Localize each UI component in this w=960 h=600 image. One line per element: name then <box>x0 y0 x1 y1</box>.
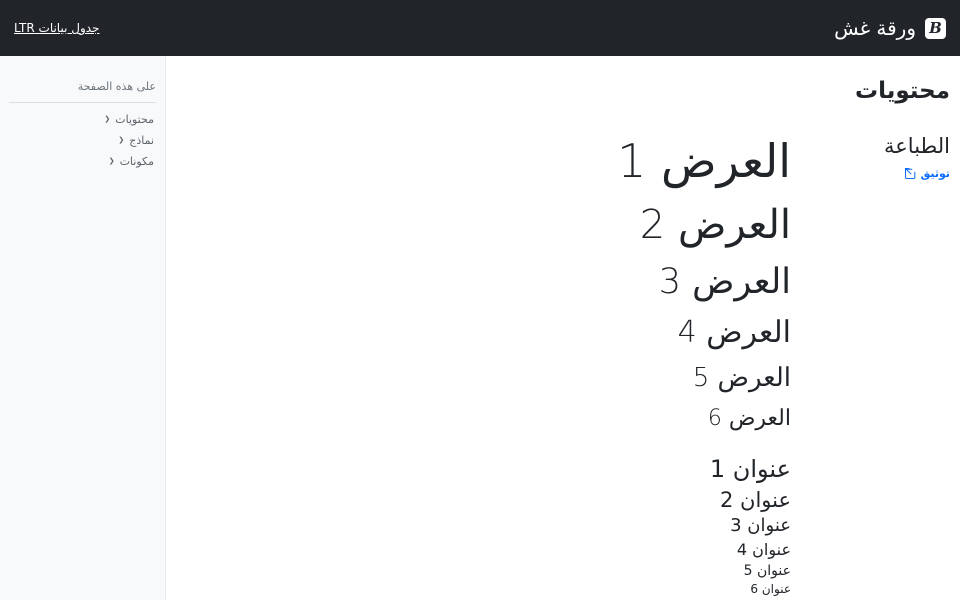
ltr-cheatsheet-link[interactable]: جدول بيانات LTR <box>14 21 100 35</box>
toc-item-components[interactable] <box>9 151 156 172</box>
heading-6: عنوان 6 <box>750 582 791 597</box>
headings-example <box>176 456 791 597</box>
heading-2: عنوان 2 <box>719 487 791 512</box>
section-heading <box>805 134 950 597</box>
main-content <box>166 56 960 600</box>
chevron-left-icon: ❮ <box>104 115 111 123</box>
toc-item-forms[interactable] <box>9 130 156 151</box>
contents-heading: محتويات <box>854 78 950 104</box>
box-arrow-external-link-icon <box>905 168 916 179</box>
display-6: العرض 6 <box>707 405 791 431</box>
toc-item-label: مكونات <box>119 155 154 168</box>
heading-1: عنوان 1 <box>709 455 791 484</box>
heading-3: عنوان 3 <box>730 515 791 537</box>
toc-sidebar <box>0 56 166 600</box>
toc-item-contents[interactable] <box>9 109 156 130</box>
toc-item-label: نماذج <box>129 134 154 147</box>
documentation-link-label: توثيق <box>920 166 950 180</box>
display-1: العرض 1 <box>617 133 791 188</box>
display-5: العرض 5 <box>692 362 791 393</box>
chevron-left-icon: ❮ <box>118 136 125 144</box>
typography-examples <box>176 134 791 597</box>
display-headings-example <box>176 134 791 433</box>
page-body <box>0 56 960 600</box>
display-4: العرض 4 <box>677 314 791 350</box>
toc-title: على هذه الصفحة <box>9 80 156 103</box>
toc-item-label: محتويات <box>115 113 154 126</box>
chevron-left-icon: ❮ <box>108 157 115 165</box>
navbar-brand[interactable] <box>834 16 946 40</box>
display-3: العرض 3 <box>658 261 791 302</box>
display-2: العرض 2 <box>639 201 791 248</box>
heading-4: عنوان 4 <box>736 539 791 559</box>
section-title: الطباعة <box>884 133 950 158</box>
navbar <box>0 0 960 56</box>
documentation-link[interactable] <box>805 167 950 180</box>
bootstrap-logo-icon: B <box>925 18 946 39</box>
heading-5: عنوان 5 <box>743 563 791 580</box>
navbar-brand-title: ورقة غش <box>834 16 916 40</box>
typography-article <box>176 134 950 597</box>
